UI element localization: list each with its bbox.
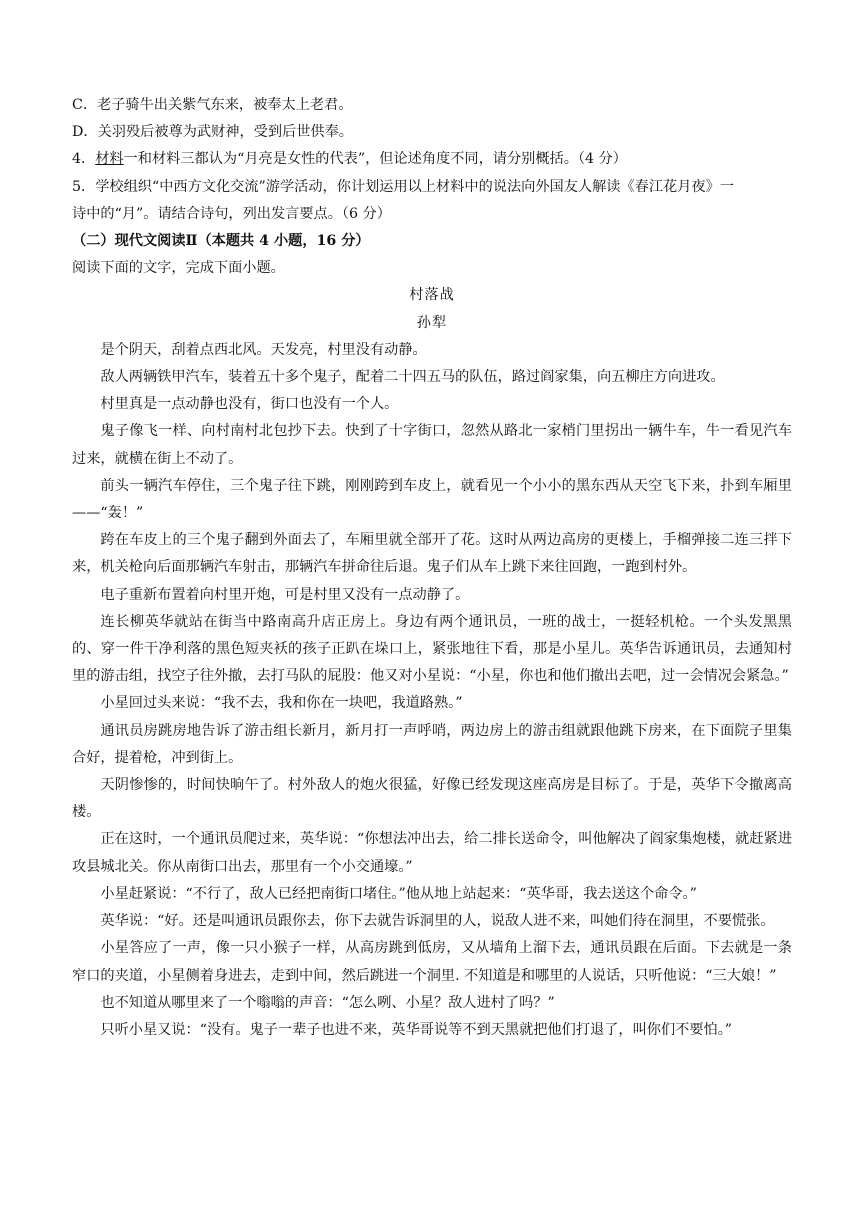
question-4 [72, 146, 792, 173]
article-paragraph: 村里真是一点动静也没有，街口也没有一个人。 [100, 396, 399, 413]
question-5-line-1: 5．学校组织“中西方文化交流”游学活动，你计划运用以上材料中的说法向外国友人解读《春江花月夜》一 [72, 178, 734, 195]
article-paragraph: 连长柳英华就站在街当中路南高升店正房上。身边有两个通讯员，一班的战士，一挺轻机枪。一个头发黑黑的、穿一件干净利落的黑色短夹袄的孩子正趴在垛口上，紧张地往下看，那是小星儿。英华告诉通讯员，去通知村里的游击组，找空子往外撤，去打马队的屁股：他又对小星说：“小星，你也和他们撤出去吧，过一会情况会紧急。” [72, 613, 792, 685]
section-instruction: 阅读下面的文字，完成下面小题。 [72, 260, 285, 277]
question-4-underlined-word: 材料 [95, 151, 124, 168]
article-paragraph: 英华说：“好。还是叫通讯员跟你去，你下去就告诉洞里的人，说敌人进不来，叫她们待在洞里，不要慌张。 [100, 913, 775, 930]
article-paragraph: 电子重新布置着向村里开炮，可是村里又没有一点动静了。 [100, 586, 470, 603]
section-heading: （二）现代文阅读Ⅱ（本题共 4 小题，16 分） [72, 233, 370, 250]
question-4-text: 一和材料三都认为“月亮是女性的代表”，但论述角度不同，请分别概括。（4 分） [123, 151, 627, 168]
article-paragraph: 跨在车皮上的三个鬼子翻到外面去了，车厢里就全部开了花。这时从两边高房的更楼上，手榴弹接二连三拌下来，机关枪向后面那辆汽车射击，那辆汽车拼命往后退。鬼子们从车上跳下来往回跑，一跑到村外。 [72, 532, 792, 576]
article-paragraph: 天阴惨惨的，时间快晌午了。村外敌人的炮火很猛，好像已经发现这座高房是目标了。于是，英华下令撤离高楼。 [72, 777, 792, 821]
article-paragraph: 小星答应了一声，像一只小猴子一样，从高房跳到低房，又从墙角上溜下去，通讯员跟在后面。下去就是一条窄口的夹道，小星侧着身进去，走到中间，然后跳进一个洞里. 不知道是和哪里的人说话，只听他说：“三大娘！” [72, 940, 792, 984]
article-paragraph: 只听小星又说：“没有。鬼子一辈子也进不来，英华哥说等不到天黑就把他们打退了，叫你们不要怕。” [100, 1021, 733, 1038]
article-title: 村落战 [409, 287, 455, 304]
article-paragraph: 小星赶紧说：“不行了，敌人已经把南街口堵住。”他从地上站起来：“英华哥，我去送这个命令。” [100, 885, 697, 902]
question-5-line-2: 诗中的“月”。请结合诗句，列出发言要点。（6 分） [72, 205, 391, 222]
article-body [72, 337, 792, 1044]
option-c: C．老子骑牛出关紫气东来，被奉太上老君。 [72, 97, 353, 113]
article-paragraph: 是个阴天，刮着点西北风。天发亮，村里没有动静。 [100, 341, 427, 358]
article-paragraph: 敌人两辆铁甲汽车，装着五十多个鬼子，配着二十四五马的队伍，路过阎家集，向五柳庄方向进攻。 [100, 369, 725, 386]
question-4-number: 4． [72, 151, 96, 168]
article-paragraph: 前头一辆汽车停住，三个鬼子往下跳，刚刚跨到车皮上，就看见一个小小的黑东西从天空飞下来，扑到车厢里——“轰！” [72, 477, 792, 522]
article-paragraph: 正在这时，一个通讯员爬过来，英华说：“你想法冲出去，给二排长送命令，叫他解决了阎家集炮楼，就赶紧进攻县城北关。你从南街口出去，那里有一个小交通壕。” [72, 831, 792, 875]
article-paragraph: 通讯员房跳房地告诉了游击组长新月，新月打一声呼哨，两边房上的游击组就跟他跳下房来，在下面院子里集合好，提着枪，冲到街上。 [72, 722, 792, 766]
exam-page [72, 92, 792, 1044]
article-paragraph: 小星回过头来说：“我不去，我和你在一块吧，我道路熟。” [100, 695, 463, 712]
article-paragraph: 鬼子像飞一样、向村南村北包抄下去。快到了十字街口，忽然从路北一家梢门里拐出一辆牛车，牛一看见汽车过来，就横在街上不动了。 [72, 423, 792, 467]
article-author: 孙犁 [416, 314, 448, 331]
option-d: D．关羽殁后被尊为武财神，受到后世供奉。 [72, 124, 353, 141]
article-paragraph: 也不知道从哪里来了一个嗡嗡的声音：“怎么咧、小星？敌人进村了吗？” [100, 994, 555, 1011]
